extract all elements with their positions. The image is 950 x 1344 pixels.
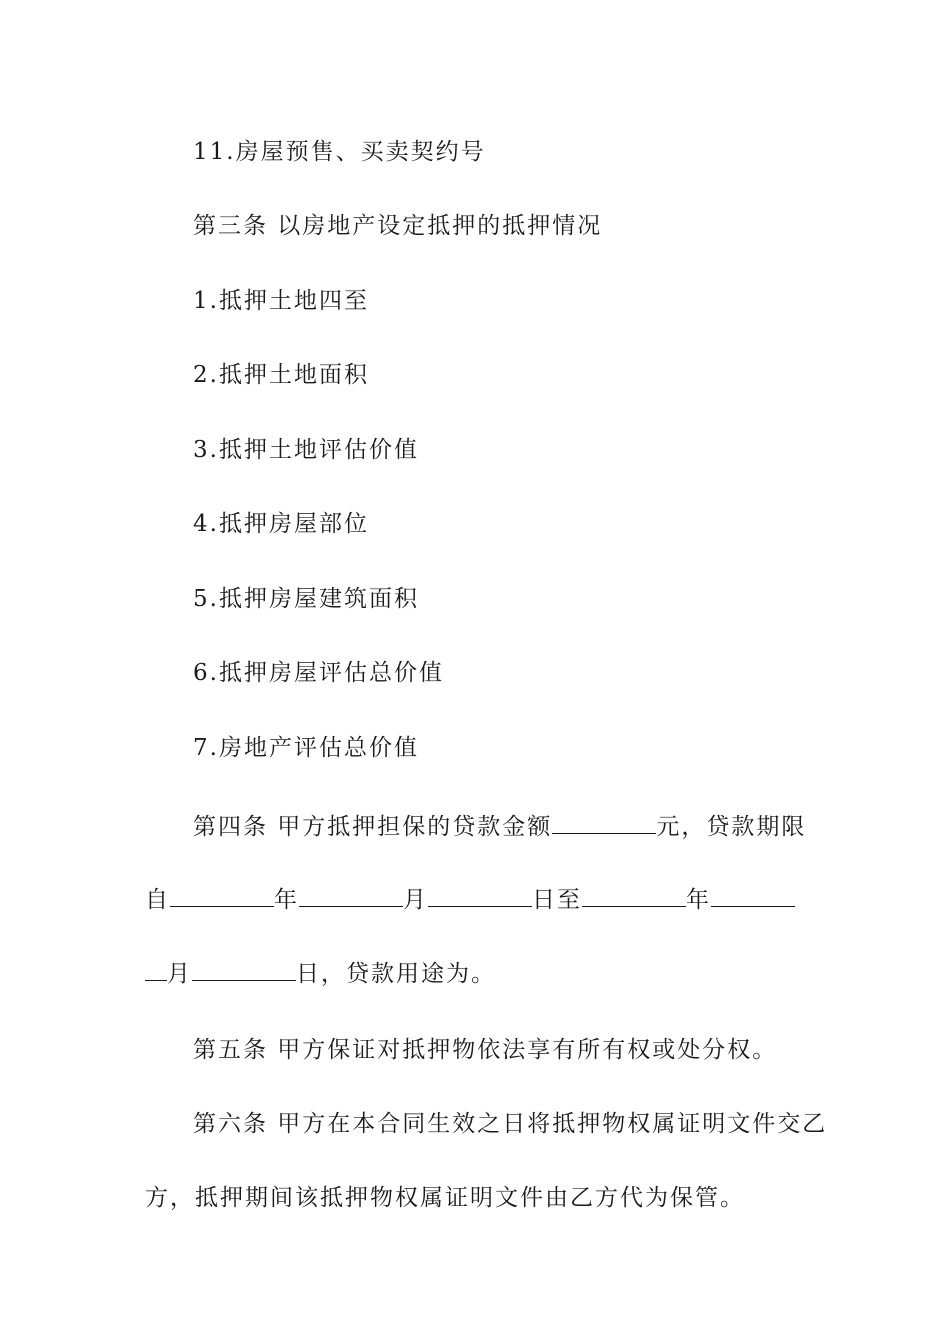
article-6-line-1: 第六条 甲方在本合同生效之日将抵押物权属证明文件交乙 [193,1111,828,1137]
article-4-line-2 [145,884,810,915]
day-to-label: 日至 [532,887,582,913]
item-11-presale-contract-number: 11.房屋预售、买卖契约号 [193,139,486,165]
end-month-blank-part1 [711,884,795,907]
item-3-land-appraised-value: 3.抵押土地评估价值 [193,437,419,463]
article-4-loan-term-label: 元，贷款期限 [656,814,807,840]
month-label: 月 [167,961,192,987]
item-2-land-area: 2.抵押土地面积 [193,362,369,388]
article-4-loan-amount-label: 第四条 甲方抵押担保的贷款金额 [193,814,553,840]
year-label: 年 [686,887,711,913]
item-4-house-location: 4.抵押房屋部位 [193,511,369,537]
article-3-heading: 第三条 以房地产设定抵押的抵押情况 [193,213,603,239]
article-6-line-2: 方，抵押期间该抵押物权属证明文件由乙方代为保管。 [145,1185,745,1211]
article-4-line-3 [145,958,810,989]
start-year-blank [170,884,274,907]
month-label: 月 [403,887,428,913]
item-5-house-floor-area: 5.抵押房屋建筑面积 [193,586,419,612]
item-7-real-estate-appraised-value: 7.房地产评估总价值 [193,735,419,761]
end-year-blank [582,884,686,907]
end-day-blank [192,958,296,981]
item-6-house-appraised-value: 6.抵押房屋评估总价值 [193,660,444,686]
article-4-line-1 [193,811,810,842]
loan-purpose-label: 日，贷款用途为。 [296,961,496,987]
year-label: 年 [274,887,299,913]
end-month-blank-part2 [145,958,167,981]
loan-amount-blank [552,811,656,834]
item-1-land-boundaries: 1.抵押土地四至 [193,288,369,314]
start-day-blank [428,884,532,907]
from-label: 自 [145,887,170,913]
start-month-blank [299,884,403,907]
article-5: 第五条 甲方保证对抵押物依法享有所有权或处分权。 [193,1037,778,1063]
